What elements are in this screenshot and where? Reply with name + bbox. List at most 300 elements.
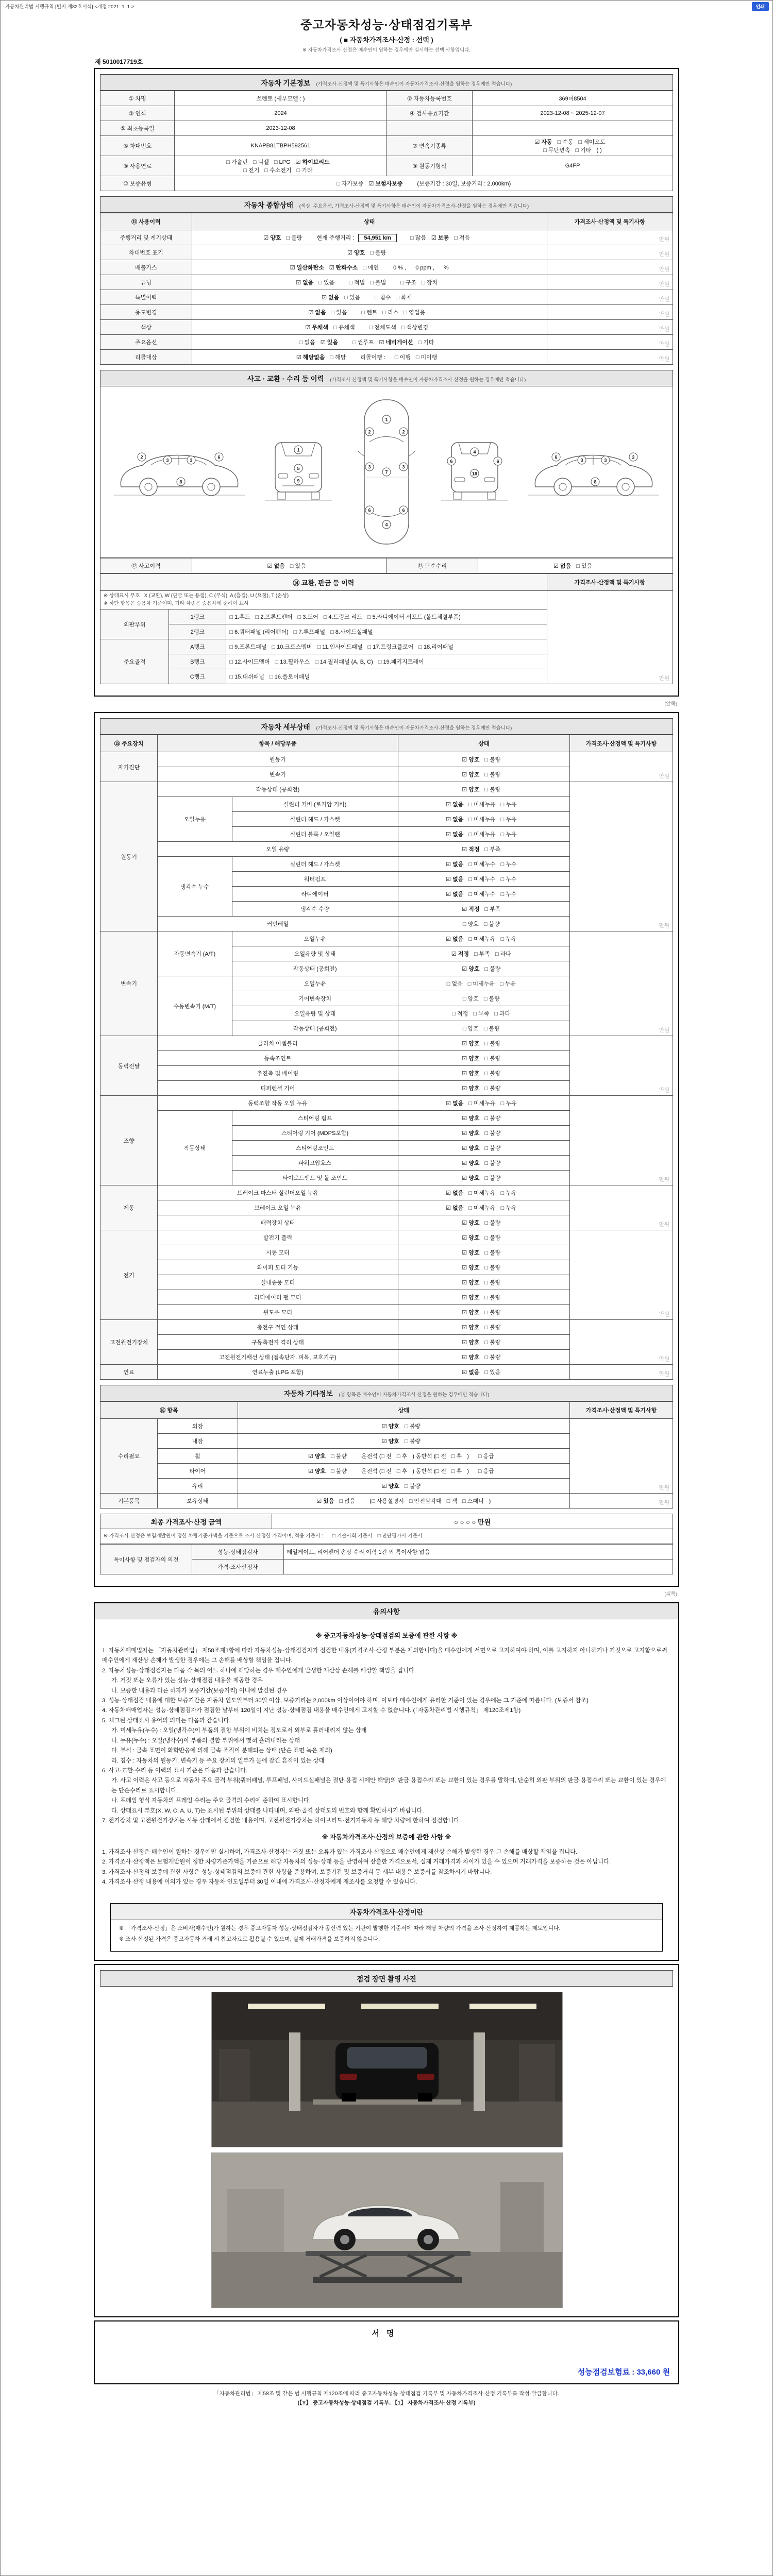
checkbox-불량[interactable]: □ 불량 [484,1354,501,1361]
checkbox-적정[interactable]: ☑ 적정 [462,846,480,853]
checkbox-있음[interactable]: ☑ 있음 [320,340,338,346]
form-cell: 휠 [158,1449,238,1464]
checkbox-보험사보증[interactable]: ☑ 보험사보증 [368,181,403,187]
checkbox-보통[interactable]: ☑ 보통 [431,234,449,241]
checkbox-부족[interactable]: □ 부족 [484,846,501,853]
checkbox-양호[interactable]: □ 양호 [462,996,479,1003]
checkbox-없음[interactable]: ☑ 없음 [446,876,464,883]
form-cell: 라디에이터 팬 모터 [158,1290,398,1305]
checkbox-장치[interactable]: □ 장치 [422,280,438,286]
checkbox-양호[interactable]: ☑ 양호 [381,1423,399,1430]
checkbox-양호[interactable]: ☑ 양호 [462,1145,480,1152]
checkbox-17.트렁크플로어[interactable]: □ 17.트렁크플로어 [367,644,414,651]
checkbox-영업용[interactable]: □ 영업용 [404,310,425,316]
checkbox-불량[interactable]: □ 불량 [404,1483,421,1490]
checkbox-양호[interactable]: ☑ 양호 [462,1220,480,1227]
panel-number-label: 6 [450,459,453,464]
notice-line: 나. 프레임 형식 자동차의 프레임 수리는 주요 골격의 수리에 준하여 표시합니다. [111,1798,311,1804]
checkbox-수동[interactable]: □ 수동 [557,139,574,145]
checkbox-전[interactable]: □ 전 [381,1453,392,1460]
checkbox-잭[interactable]: □ 잭 [446,1498,458,1505]
form-cell [398,1305,569,1320]
checkbox-불량[interactable]: □ 불량 [330,1468,347,1475]
checkbox-누유[interactable]: □ 누유 [500,1205,517,1212]
checkbox-양호[interactable]: ☑ 양호 [462,1160,480,1167]
form-cell [398,1350,569,1365]
form-cell [398,797,569,812]
checkbox-없음[interactable]: ☑ 없음 [446,1205,464,1212]
checkbox-불량[interactable]: □ 불량 [483,921,500,928]
form-cell [398,1096,569,1111]
block-back-page [94,712,679,1587]
checkbox-있음[interactable]: □ 있음 [318,280,335,286]
form-cell: 만원 [570,1494,673,1509]
car-side-right-view [524,428,663,516]
checkbox-12.사이드멤버[interactable]: □ 12.사이드멤버 [229,659,270,666]
checkbox-8.사이드실패널[interactable]: □ 8.사이드실패널 [330,629,373,636]
checkbox-전기[interactable]: □ 전기 [243,167,260,174]
form-cell [192,305,547,320]
panel-number-label: 3 [402,464,405,470]
checkbox-양호[interactable]: ☑ 양호 [462,787,480,793]
form-cell: 작동상태 [158,1111,232,1185]
checkbox-있음[interactable]: □ 있음 [484,1369,501,1376]
checkbox-응급[interactable]: □ 응급 [478,1468,494,1475]
panel-number-label: 18 [472,471,477,477]
form-cell [473,121,673,136]
checkbox-렌트[interactable]: □ 렌트 [361,310,378,316]
print-badge[interactable]: 인쇄 [752,2,769,11]
form-cell: 주요골격 [100,639,169,684]
form-cell [398,1111,569,1126]
form-cell [283,1560,673,1574]
section-etc-info [100,1385,673,1401]
checkbox-유채색[interactable]: □ 유채색 [333,325,355,331]
form-cell: 추진축 및 베어링 [158,1066,398,1081]
checkbox-적법[interactable]: □ 적법 [349,280,365,286]
checkbox-자동[interactable]: ☑ 자동 [534,139,552,145]
checkbox-미세누수[interactable]: □ 미세누수 [468,876,496,883]
checkbox-불량[interactable]: □ 불량 [404,1423,421,1430]
block-notice [94,1602,679,1961]
checkbox-양호[interactable]: ☑ 양호 [462,1280,480,1286]
checkbox-무채색[interactable]: ☑ 무채색 [305,325,329,331]
form-cell: 리콜대상 [100,350,192,365]
form-cell [192,320,547,335]
checkbox-있음[interactable]: □ 있음 [344,295,361,301]
form-cell: 구동축전지 격리 상태 [158,1335,398,1350]
checkbox-양호[interactable]: ☑ 양호 [462,1265,480,1272]
checkbox-양호[interactable]: ☑ 양호 [462,1325,480,1331]
form-cell: 와이퍼 모터 기능 [158,1260,398,1275]
checkbox-5.라디에이터 서포트 (볼트체결부품)[interactable]: □ 5.라디에이터 서포트 (볼트체결부품) [367,614,461,621]
form-cell: 등속조인트 [158,1051,398,1066]
checkbox-탄화수소[interactable]: ☑ 탄화수소 [329,265,358,271]
section-title: 유의사항 [373,1608,400,1616]
checkbox-양호[interactable]: ☑ 양호 [462,1130,480,1137]
checkbox-미세누유[interactable]: □ 미세누유 [468,936,496,943]
checkbox-불량[interactable]: □ 불량 [484,966,501,973]
panel-number-label: 9 [297,478,300,484]
checkbox-양호[interactable]: ☑ 양호 [462,772,480,778]
form-cell: ② 자동차등록번호 [386,91,473,106]
panel-number-label: 6 [368,507,371,513]
checkbox-전[interactable]: □ 전 [435,1453,446,1460]
checkbox-4.트렁크 리드[interactable]: □ 4.트렁크 리드 [323,614,362,621]
checkbox-적정[interactable]: □ 적정 [452,1011,468,1018]
checkbox-미세누수[interactable]: □ 미세누수 [468,861,496,868]
checkbox-불량[interactable]: □ 불량 [484,1175,501,1182]
checkbox-양호[interactable]: ☑ 양호 [462,1175,480,1182]
checkbox-불량[interactable]: □ 불량 [484,772,501,778]
checkbox-기타[interactable]: □ 기타 [296,167,313,174]
notice-line: 다. 부식 : 금속 표면이 화학반응에 의해 금속 조직이 분해되는 상태 (단순 표면 녹은 제외) [111,1748,332,1754]
checkbox-누유[interactable]: □ 누유 [500,1190,517,1197]
form-cell: 차대번호 표기 [100,245,192,260]
checkbox-불량[interactable]: □ 불량 [483,996,500,1003]
notice-line: 나. 보증한 내용과 다른 하자가 보증기간(보증거리) 이내에 발견된 경우 [111,1687,288,1694]
form-cell: 오일누유 [232,931,398,946]
checkbox-불량[interactable]: □ 불량 [484,1115,501,1122]
cell-text: 0 % , [393,265,407,271]
checkbox-불량[interactable]: □ 불량 [484,1220,501,1227]
checkbox-양호[interactable]: ☑ 양호 [462,1041,480,1047]
checkbox-양호[interactable]: ☑ 양호 [462,1056,480,1062]
checkbox-미세누유[interactable]: □ 미세누유 [468,1190,496,1197]
checkbox-LPG[interactable]: □ LPG [274,159,291,165]
checkbox-누유[interactable]: □ 누유 [500,1100,517,1107]
checkbox-13.휠하우스[interactable]: □ 13.휠하우스 [275,659,310,666]
checkbox-누유[interactable]: □ 누유 [500,817,517,823]
form-cell: 작동상태 (공회전) [232,1021,398,1036]
checkbox-양호[interactable]: ☑ 양호 [462,1115,480,1122]
form-cell: 만원 [570,1320,673,1365]
checkbox-누유[interactable]: □ 누유 [500,936,517,943]
checkbox-불량[interactable]: □ 불량 [484,1310,501,1316]
notice-line: 가. 미세누유(누수) : 오일(냉각수)이 부품의 결합 부위에 비치는 정도로서 외부로 흘러내리지 않는 상태 [111,1727,367,1734]
checkbox-3.도어[interactable]: □ 3.도어 [297,614,318,621]
form-cell [398,1365,569,1380]
form-cell: 만원 [547,230,673,245]
checkbox-없음[interactable]: ☑ 없음 [446,861,464,868]
checkbox-디젤[interactable]: □ 디젤 [253,159,269,165]
checkbox-불량[interactable]: □ 불량 [330,1453,347,1460]
checkbox-누수[interactable]: □ 누수 [500,891,517,898]
section-title: 사고 · 교환 · 수리 등 이력 [247,375,324,383]
checkbox-없음[interactable]: ☑ 없음 [308,310,326,316]
checkbox-불량[interactable]: □ 불량 [484,1265,501,1272]
column-header: ⑪ 사용이력 [100,213,192,230]
checkbox-리스[interactable]: □ 리스 [382,310,399,316]
checkbox-썬루프[interactable]: □ 썬루프 [352,340,374,346]
checkbox-불법[interactable]: □ 불법 [370,280,386,286]
checkbox-불량[interactable]: □ 불량 [484,1086,501,1092]
form-cell: 만원 [547,290,673,305]
checkbox-누유[interactable]: □ 누유 [500,802,517,808]
checkbox-양호[interactable]: ☑ 양호 [462,1310,480,1316]
checkbox-양호[interactable]: ☑ 양호 [462,1235,480,1242]
checkbox-네비게이션[interactable]: ☑ 네비게이션 [379,340,413,346]
checkbox-미세누유[interactable]: □ 미세누유 [468,802,496,808]
checkbox-9.프론트패널[interactable]: □ 9.프론트패널 [229,644,267,651]
checkbox-불량[interactable]: □ 불량 [484,1130,501,1137]
checkbox-적정[interactable]: ☑ 적정 [462,906,480,913]
checkbox-없음[interactable]: ☑ 없음 [553,563,572,569]
form-cell [398,872,569,887]
checkbox-불량[interactable]: □ 불량 [484,1056,501,1062]
form-cell: 기어변속장치 [232,991,398,1006]
checkbox-양호[interactable]: □ 양호 [462,921,479,928]
checkbox-불량[interactable]: □ 불량 [484,757,501,764]
checkbox-미세누유[interactable]: □ 미세누유 [468,1100,496,1107]
checkbox-전[interactable]: □ 전 [381,1468,392,1475]
checkbox-무단변속[interactable]: □ 무단변속 [543,147,570,154]
checkbox-매연[interactable]: □ 매연 [363,265,379,271]
form-cell: 튜닝 [100,275,192,290]
checkbox-기타[interactable]: □ 기타 [418,340,434,346]
checkbox-양호[interactable]: ☑ 양호 [462,1295,480,1301]
section-note: (가격조사·산정액 및 특기사항은 매수인이 자동차가격조사·산정을 원하는 경우에만 적습니다) [316,81,512,87]
checkbox-응급[interactable]: □ 응급 [478,1453,494,1460]
checkbox-14.필러패널 (A, B, C)[interactable]: □ 14.필러패널 (A, B, C) [315,659,373,666]
checkbox-화재[interactable]: □ 화재 [396,295,412,301]
form-cell: 만원 [570,1185,673,1230]
cell-text: 운전석 ( [361,1468,381,1475]
checkbox-양호[interactable]: ☑ 양호 [308,1453,326,1460]
form-cell: 조향 [100,1096,158,1185]
checkbox-없음[interactable]: ☑ 없음 [446,891,464,898]
checkbox-자가보증[interactable]: □ 자가보증 [337,181,364,187]
form-reference-note: 자동차관리법 시행규칙 [별지 제82호서식] <개정 2021. 1. 1.> [5,4,135,10]
checkbox-없음[interactable]: ☑ 없음 [446,1190,464,1197]
column-header: 가격조사·산정액 및 특기사항 [570,1402,673,1419]
checkbox-없음[interactable]: ☑ 없음 [462,1369,480,1376]
checkbox-없음[interactable]: ☑ 없음 [267,563,285,569]
checkbox-색상변경[interactable]: □ 색상변경 [401,325,429,331]
checkbox-불량[interactable]: □ 불량 [484,1340,501,1346]
form-cell: 만원 [570,782,673,931]
checkbox-19.패키지트레이[interactable]: □ 19.패키지트레이 [378,659,424,666]
checkbox-진단평가사 기준서[interactable]: □ 진단평가사 기준서 [377,1533,423,1539]
checkbox-불량[interactable]: □ 불량 [484,1325,501,1331]
footer-legal-text [94,2389,679,2408]
checkbox-15.대쉬패널[interactable]: □ 15.대쉬패널 [229,674,264,681]
checkbox-불량[interactable]: □ 불량 [484,1145,501,1152]
car-rear-view [436,428,513,516]
cell-text: ※ 가격조사·산정은 보험개발원이 정한 차량기준가액을 기준으로 조사·산정한 가격이며, 적용 기준서 : [104,1533,323,1539]
checkbox-없음[interactable]: □ 없음 [299,340,315,346]
cell-text: (보증기간 : 30일, 보증거리 : 2,000km) [417,181,511,187]
checkbox-불량[interactable]: □ 불량 [484,787,501,793]
checkbox-불량[interactable]: □ 불량 [484,1071,501,1077]
checkbox-적정[interactable]: ☑ 적정 [451,951,469,958]
cell-text: ※ 하단 항목은 승용차 기준이며, 기타 차종은 승용차에 준하여 표시 [104,600,249,606]
checkbox-없음[interactable]: ☑ 없음 [296,280,314,286]
checkbox-없음[interactable]: □ 없음 [446,981,463,988]
form-cell: 디퍼렌셜 기어 [158,1081,398,1096]
form-cell [398,1051,569,1066]
checkbox-적음[interactable]: □ 적음 [454,234,470,241]
checkbox-후[interactable]: □ 후 [451,1468,462,1475]
checkbox-양호[interactable]: ☑ 양호 [462,1340,480,1346]
checkbox-기타[interactable]: □ 기타 [575,147,592,154]
page-subtitle: ( ■ 자동차가격조사·산정 : 선택 ) [340,36,433,44]
checkbox-불량[interactable]: □ 불량 [484,1041,501,1047]
checkbox-미세누유[interactable]: □ 미세누유 [467,981,495,988]
notice-section-title: ※ 자동차가격조사·산정의 보증에 관한 사항 ※ [322,1834,451,1841]
checkbox-미세누유[interactable]: □ 미세누유 [468,1205,496,1212]
checkbox-많음[interactable]: □ 많음 [410,234,426,241]
checkbox-불량[interactable]: □ 불량 [483,1026,500,1032]
checkbox-누유[interactable]: □ 누유 [499,981,516,988]
form-cell: 스티어링 펌프 [232,1111,398,1126]
checkbox-없음[interactable]: □ 없음 [339,1498,356,1505]
checkbox-전[interactable]: □ 전 [435,1468,446,1475]
checkbox-미세누유[interactable]: □ 미세누유 [468,832,496,838]
form-cell [226,639,547,654]
checkbox-16.플로어패널[interactable]: □ 16.플로어패널 [269,674,310,681]
checkbox-부족[interactable]: □ 부족 [484,906,501,913]
checkbox-있음[interactable]: □ 있음 [290,563,306,569]
checkbox-후[interactable]: □ 후 [396,1468,408,1475]
checkbox-없음[interactable]: ☑ 없음 [446,832,464,838]
checkbox-미세누수[interactable]: □ 미세누수 [468,891,496,898]
checkbox-있음[interactable]: □ 있음 [331,310,347,316]
checkbox-10.크로스멤버[interactable]: □ 10.크로스멤버 [272,644,312,651]
checkbox-전체도색[interactable]: □ 전체도색 [369,325,396,331]
form-cell: 색상 [100,320,192,335]
checkbox-양호[interactable]: ☑ 양호 [263,234,281,241]
overall-state-table [100,213,673,365]
checkbox-없음[interactable]: ☑ 없음 [322,295,340,301]
checkbox-후[interactable]: □ 후 [451,1453,462,1460]
checkbox-없음[interactable]: ☑ 없음 [446,802,464,808]
cell-text: % [443,265,449,271]
form-cell: 워터펌프 [232,872,398,887]
checkbox-불량[interactable]: □ 불량 [370,250,386,256]
checkbox-침수[interactable]: □ 침수 [375,295,391,301]
form-cell: 내장 [158,1434,238,1449]
checkbox-미세누유[interactable]: □ 미세누유 [468,817,496,823]
checkbox-후[interactable]: □ 후 [396,1453,408,1460]
checkbox-불량[interactable]: □ 불량 [286,234,303,241]
column-header: 상태 [238,1402,569,1419]
checkbox-양호[interactable]: ☑ 양호 [462,1250,480,1257]
checkbox-과다[interactable]: □ 과다 [495,951,511,958]
checkbox-누유[interactable]: □ 누유 [500,832,517,838]
checkbox-없음[interactable]: ☑ 없음 [446,1100,464,1107]
notice-line: 라. 침수 : 자동차의 원동기, 변속기 등 주요 장치의 일부가 물에 잠긴 흔적이 있는 상태 [111,1757,325,1764]
checkbox-양호[interactable]: □ 양호 [462,1026,479,1032]
panel-number-label: 6 [554,454,558,460]
checkbox-18.리어패널[interactable]: □ 18.리어패널 [418,644,453,651]
checkbox-누수[interactable]: □ 누수 [500,861,517,868]
column-header: ⑮ 주요장치 [100,735,158,752]
form-cell: 실린더 헤드 / 가스켓 [232,812,398,827]
form-cell [192,245,547,260]
checkbox-부족[interactable]: □ 부족 [473,1011,490,1018]
checkbox-스패너[interactable]: □ 스패너 [462,1498,484,1505]
checkbox-수소전기[interactable]: □ 수소전기 [264,167,292,174]
form-cell [398,857,569,872]
form-cell [398,887,569,902]
section-title: 자동차 세부상태 [261,723,310,732]
checkbox-세미오토[interactable]: □ 세미오토 [578,139,606,145]
checkbox-7.루프패널[interactable]: □ 7.루프패널 [293,629,326,636]
panel-number-label: 6 [217,454,221,460]
checkbox-양호[interactable]: ☑ 양호 [462,757,480,764]
checkbox-양호[interactable]: ☑ 양호 [347,250,365,256]
form-cell: 발전기 출력 [158,1230,398,1245]
checkbox-구조[interactable]: □ 구조 [400,280,417,286]
checkbox-불량[interactable]: □ 불량 [484,1160,501,1167]
checkbox-1.후드[interactable]: □ 1.후드 [229,614,250,621]
form-cell: 수동변속기 (M/T) [158,976,232,1036]
car-panel-diagram [100,386,673,558]
page-title: 중고자동차성능·상태점검기록부 [300,18,473,31]
form-cell: 연료누출 (LPG 포함) [158,1365,398,1380]
checkbox-미이행[interactable]: □ 미이행 [415,354,438,361]
checkbox-사용설명서[interactable]: □ 사용설명서 [372,1498,404,1505]
checkbox-양호[interactable]: ☑ 양호 [308,1468,326,1475]
panel-rank-table [100,573,673,684]
checkbox-불량[interactable]: □ 불량 [404,1438,421,1445]
form-cell: 실린더 헤드 / 가스켓 [232,857,398,872]
checkbox-있음[interactable]: ☑ 있음 [316,1498,334,1505]
checkbox-이행[interactable]: □ 이행 [394,354,411,361]
form-cell: 동력전달 [100,1036,158,1096]
current-mileage-value: 54,951 km [358,234,397,242]
section-note: (⑯ 항목은 매수인이 자동차가격조사·산정을 원하는 경우에만 적습니다) [339,1392,490,1398]
checkbox-양호[interactable]: ☑ 양호 [381,1438,399,1445]
checkbox-있음[interactable]: □ 있음 [576,563,593,569]
checkbox-과다[interactable]: □ 과다 [494,1011,511,1018]
form-cell: KNAPB81TBPH592561 [175,136,386,156]
checkbox-양호[interactable]: ☑ 양호 [462,1086,480,1092]
checkbox-해당없음[interactable]: ☑ 해당없음 [296,354,325,361]
form-cell: 오일 유량 [158,842,398,857]
checkbox-11.인사이드패널[interactable]: □ 11.인사이드패널 [317,644,363,651]
form-cell [398,782,569,797]
checkbox-누수[interactable]: □ 누수 [500,876,517,883]
checkbox-안전삼각대[interactable]: □ 안전삼각대 [409,1498,442,1505]
checkbox-불량[interactable]: □ 불량 [484,1295,501,1301]
form-cell [398,1006,569,1021]
form-cell: 커먼레일 [158,917,398,931]
form-cell: 자동변속기 (A/T) [158,931,232,976]
checkbox-6.쿼터패널 (리어펜더)[interactable]: □ 6.쿼터패널 (리어펜더) [229,629,289,636]
checkbox-양호[interactable]: ☑ 양호 [381,1483,399,1490]
checkbox-양호[interactable]: ☑ 양호 [462,966,480,973]
checkbox-없음[interactable]: ☑ 없음 [446,936,464,943]
form-cell: 특이사항 및 점검자의 의견 [100,1545,192,1574]
checkbox-불량[interactable]: □ 불량 [484,1280,501,1286]
checkbox-해당[interactable]: □ 해당 [330,354,346,361]
checkbox-부족[interactable]: □ 부족 [474,951,490,958]
checkbox-하이브리드[interactable]: ☑ 하이브리드 [295,159,330,165]
checkbox-가솔린[interactable]: □ 가솔린 [226,159,248,165]
form-cell [398,1290,569,1305]
checkbox-불량[interactable]: □ 불량 [484,1235,501,1242]
checkbox-없음[interactable]: ☑ 없음 [446,817,464,823]
checkbox-일산화탄소[interactable]: ☑ 일산화탄소 [290,265,324,271]
checkbox-양호[interactable]: ☑ 양호 [462,1354,480,1361]
checkbox-2.프론트펜더[interactable]: □ 2.프론트펜더 [255,614,293,621]
checkbox-불량[interactable]: □ 불량 [484,1250,501,1257]
checkbox-양호[interactable]: ☑ 양호 [462,1071,480,1077]
checkbox-기술사회 기준서[interactable]: □ 기술사회 기준서 [332,1533,373,1539]
form-cell: 만원 [570,1365,673,1380]
